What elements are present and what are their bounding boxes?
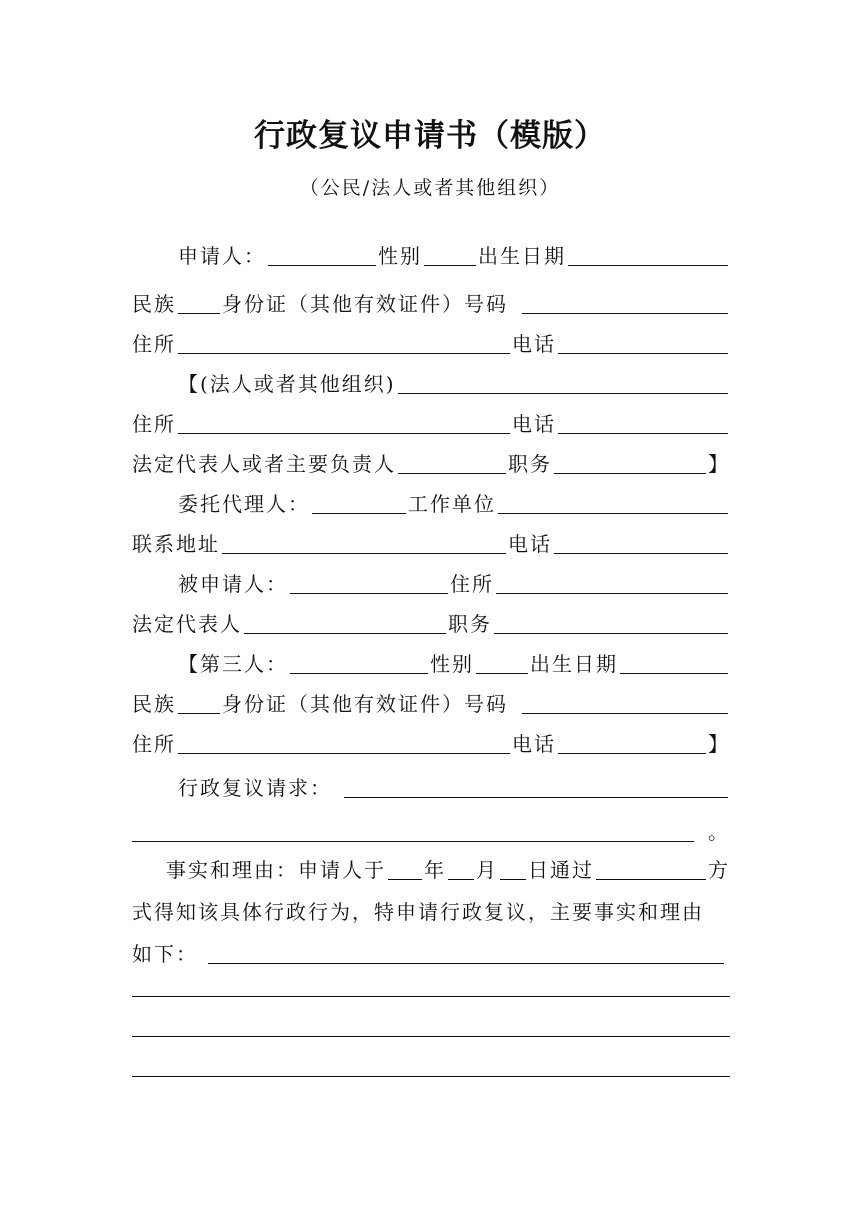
document-subtitle: （公民/法人或者其他组织） — [299, 177, 561, 199]
third-party-name-field[interactable] — [290, 647, 428, 674]
ethnicity-label: 民族 — [132, 692, 176, 716]
organization-label: 【(法人或者其他组织) — [178, 372, 396, 396]
third-party-label: 【第三人： — [178, 652, 288, 676]
id-number-label: 身份证（其他有效证件）号码 — [222, 692, 508, 716]
facts-below-row — [132, 932, 730, 968]
applicant-row — [132, 234, 730, 270]
address-label: 住所 — [132, 412, 176, 436]
request-continuation-row — [132, 810, 730, 846]
day-label: 日通过 — [528, 858, 594, 882]
respondent-legal-rep-row — [132, 602, 730, 638]
facts-year-field[interactable] — [388, 853, 422, 880]
position-label: 职务 — [448, 612, 492, 636]
legal-representative-row — [132, 442, 730, 478]
third-party-address-field[interactable] — [178, 727, 510, 754]
request-row — [132, 766, 730, 802]
legal-rep-label: 法定代表人 — [132, 612, 242, 636]
organization-address-field[interactable] — [178, 407, 510, 434]
facts-below-label: 如下： — [132, 942, 198, 966]
agent-contact-row — [132, 522, 730, 558]
legal-rep-name-field[interactable] — [398, 447, 506, 474]
contact-address-label: 联系地址 — [132, 532, 220, 556]
respondent-row — [132, 562, 730, 598]
organization-name-field[interactable] — [398, 367, 728, 394]
ethnicity-label: 民族 — [132, 292, 176, 316]
facts-text-row — [132, 890, 730, 926]
phone-label: 电话 — [508, 532, 552, 556]
applicant-label: 申请人： — [178, 244, 266, 268]
phone-label: 电话 — [512, 332, 556, 356]
position-label: 职务 — [508, 452, 552, 476]
work-unit-label: 工作单位 — [408, 492, 496, 516]
year-label: 年 — [424, 858, 446, 882]
legal-rep-or-head-label: 法定代表人或者主要负责人 — [132, 452, 396, 476]
bracket-close: 】 — [708, 452, 730, 476]
facts-blank-line-2[interactable] — [132, 1036, 730, 1037]
agent-contact-address-field[interactable] — [222, 527, 506, 554]
organization-address-row — [132, 402, 730, 438]
respondent-label: 被申请人： — [178, 572, 288, 596]
birth-date-label: 出生日期 — [530, 652, 618, 676]
third-party-row — [132, 642, 730, 678]
organization-phone-field[interactable] — [558, 407, 728, 434]
facts-text: 式得知该具体行政行为，特申请行政复议，主要事实和理由 — [132, 900, 704, 924]
facts-month-field[interactable] — [448, 853, 474, 880]
phone-label: 电话 — [512, 412, 556, 436]
applicant-ethnicity-field[interactable] — [178, 287, 220, 314]
third-party-id-row — [132, 682, 730, 718]
facts-label: 事实和理由：申请人于 — [166, 858, 386, 882]
third-party-id-number-field[interactable] — [522, 687, 728, 714]
request-continuation-field[interactable] — [132, 815, 694, 842]
third-party-gender-field[interactable] — [476, 647, 528, 674]
bracket-close: 】 — [708, 732, 730, 756]
month-label: 月 — [476, 858, 498, 882]
gender-label: 性别 — [378, 244, 422, 268]
phone-label: 电话 — [512, 732, 556, 756]
applicant-phone-field[interactable] — [558, 327, 728, 354]
respondent-position-field[interactable] — [494, 607, 728, 634]
method-suffix: 方 — [708, 858, 730, 882]
facts-detail-field[interactable] — [208, 937, 724, 964]
request-field[interactable] — [344, 771, 728, 798]
period-mark: 。 — [708, 820, 730, 844]
legal-rep-position-field[interactable] — [554, 447, 706, 474]
third-party-address-row — [132, 722, 730, 758]
facts-blank-line-3[interactable] — [132, 1076, 730, 1077]
respondent-legal-rep-field[interactable] — [244, 607, 446, 634]
applicant-id-row — [132, 282, 730, 318]
third-party-birth-date-field[interactable] — [620, 647, 728, 674]
address-label: 住所 — [450, 572, 494, 596]
applicant-address-field[interactable] — [178, 327, 510, 354]
respondent-name-field[interactable] — [290, 567, 448, 594]
applicant-address-row — [132, 322, 730, 358]
agent-row — [132, 482, 730, 518]
address-label: 住所 — [132, 732, 176, 756]
document-title: 行政复议申请书（模版） — [254, 118, 606, 154]
birth-date-label: 出生日期 — [478, 244, 566, 268]
address-label: 住所 — [132, 332, 176, 356]
agent-label: 委托代理人： — [178, 492, 310, 516]
facts-row — [132, 848, 730, 884]
applicant-birth-date-field[interactable] — [568, 239, 728, 266]
third-party-phone-field[interactable] — [558, 727, 706, 754]
agent-name-field[interactable] — [312, 487, 406, 514]
applicant-name-field[interactable] — [268, 239, 376, 266]
applicant-gender-field[interactable] — [424, 239, 476, 266]
id-number-label: 身份证（其他有效证件）号码 — [222, 292, 508, 316]
organization-row — [132, 362, 730, 398]
facts-blank-line-1[interactable] — [132, 996, 730, 997]
facts-method-field[interactable] — [596, 853, 706, 880]
gender-label: 性别 — [430, 652, 474, 676]
applicant-id-number-field[interactable] — [522, 287, 728, 314]
agent-phone-field[interactable] — [554, 527, 728, 554]
request-label: 行政复议请求： — [178, 776, 332, 800]
agent-work-unit-field[interactable] — [498, 487, 728, 514]
facts-day-field[interactable] — [500, 853, 526, 880]
third-party-ethnicity-field[interactable] — [178, 687, 220, 714]
respondent-address-field[interactable] — [496, 567, 728, 594]
